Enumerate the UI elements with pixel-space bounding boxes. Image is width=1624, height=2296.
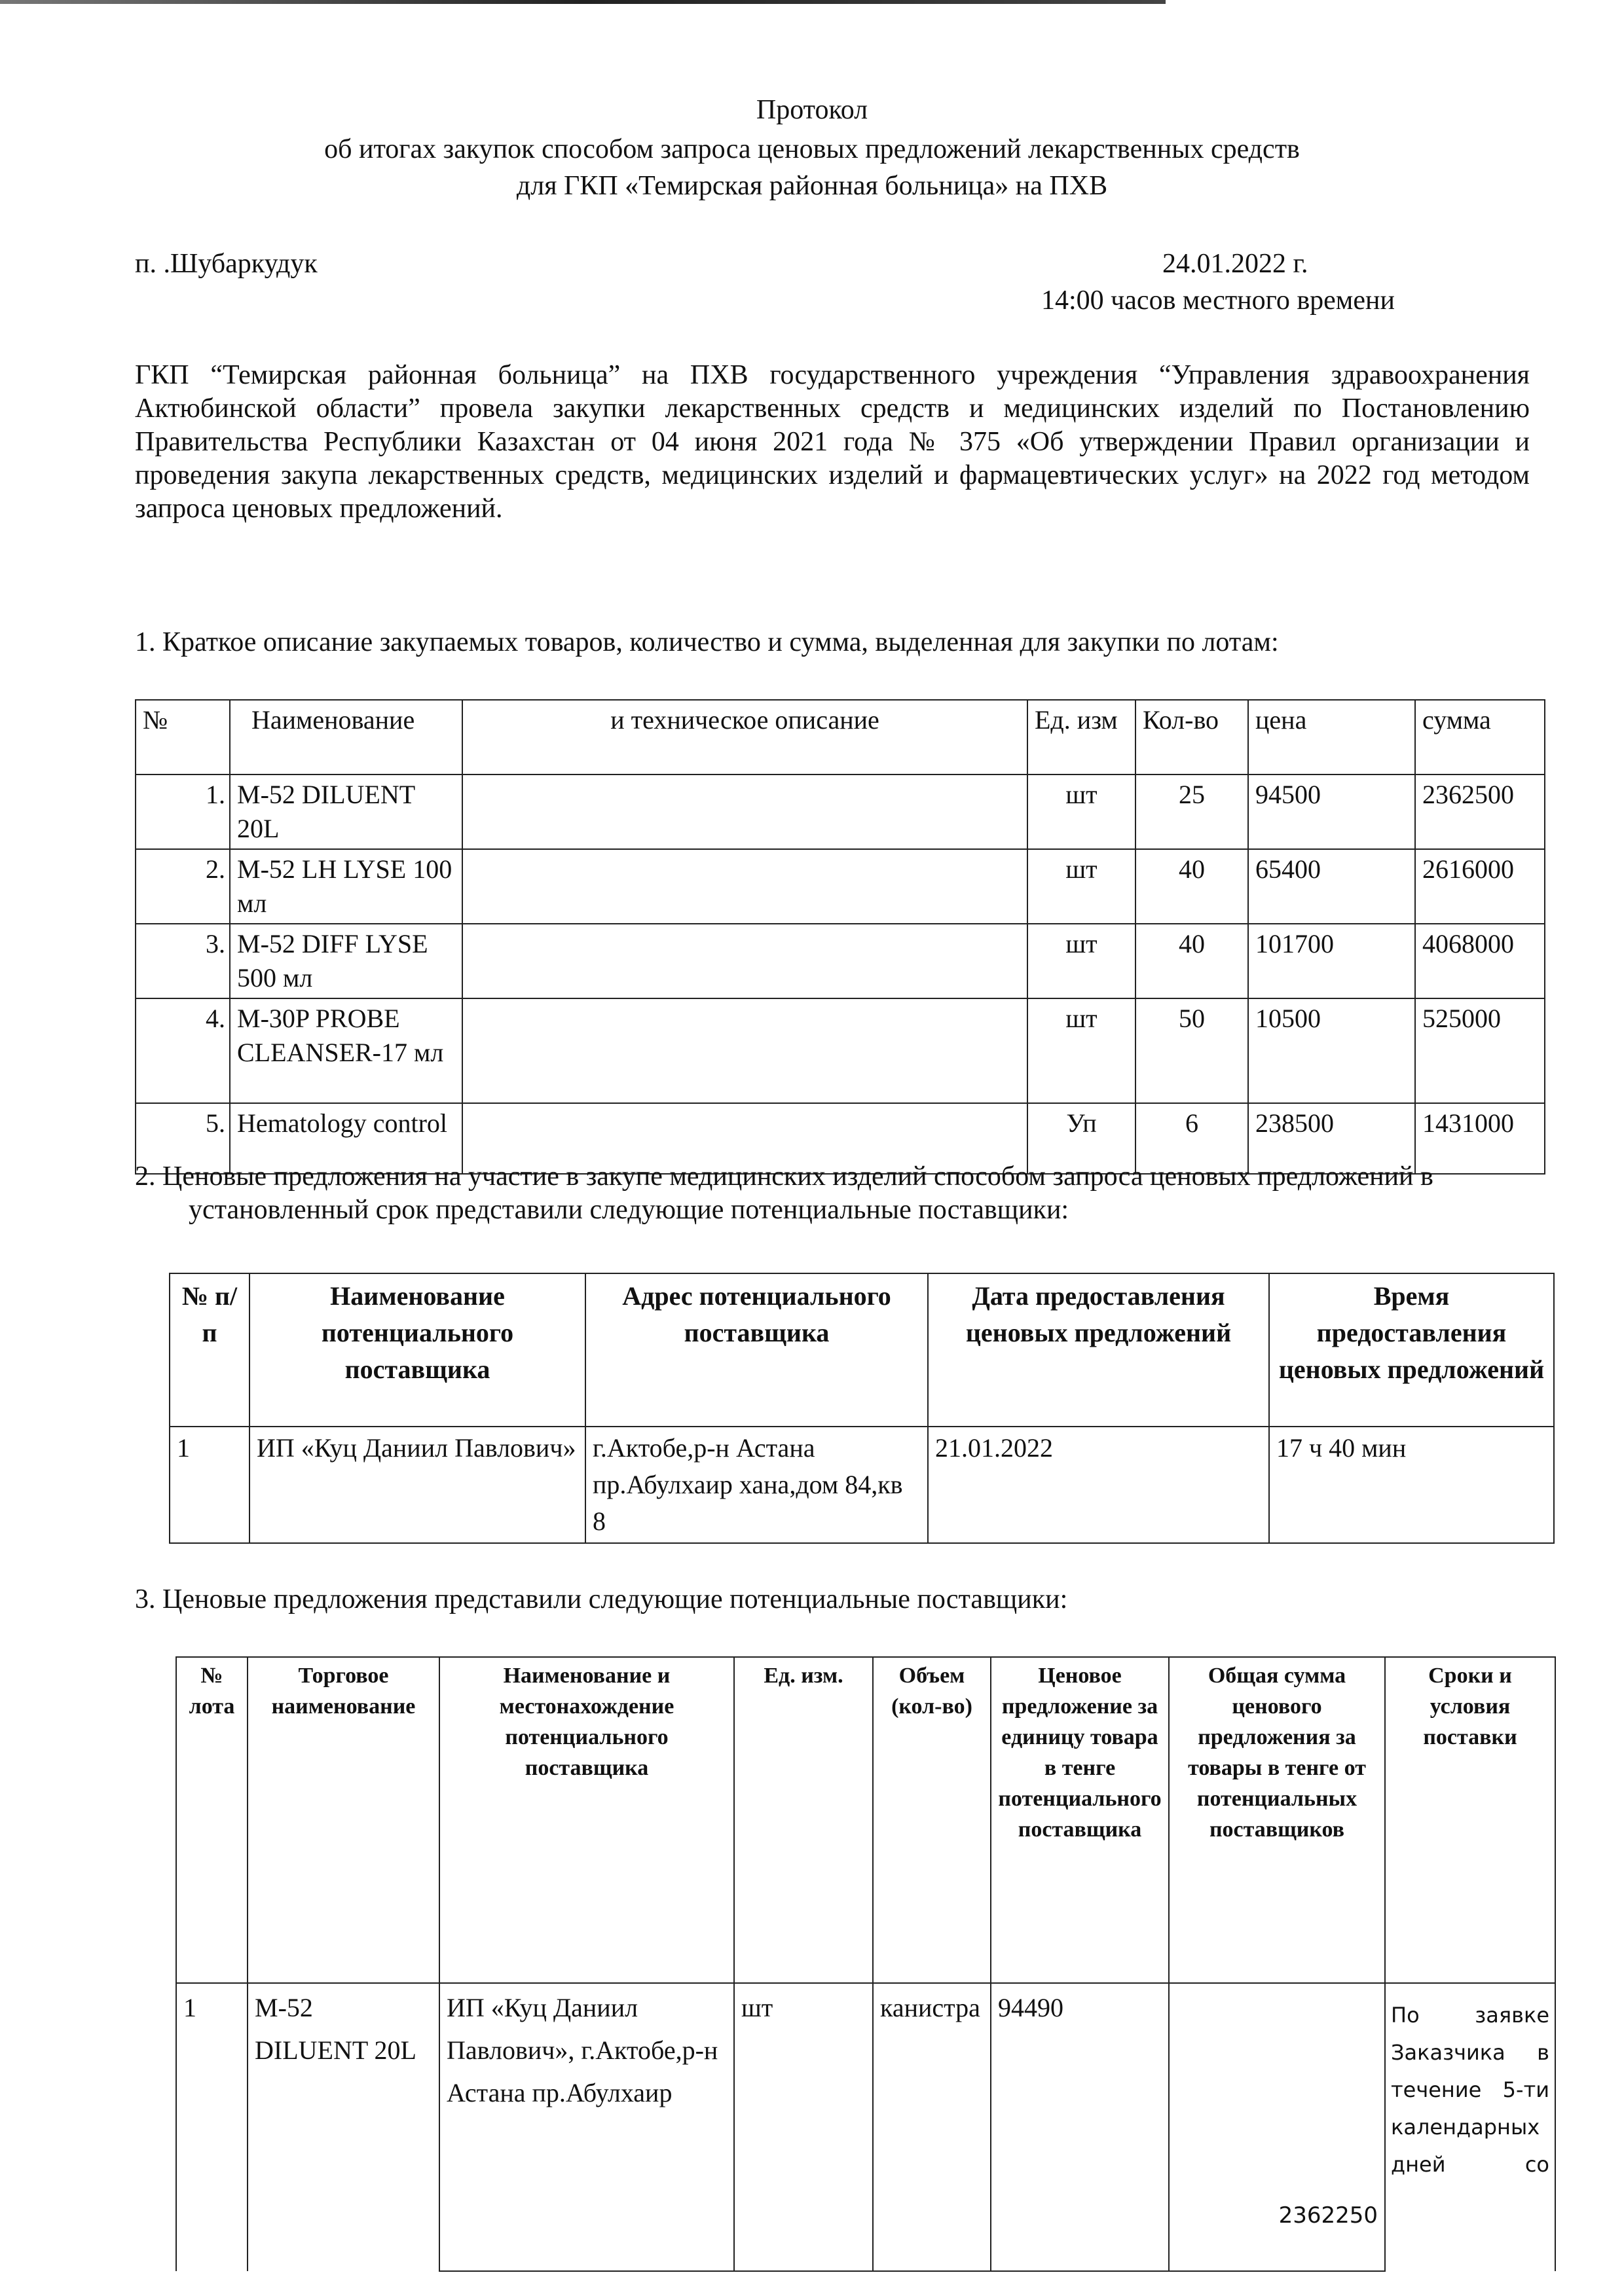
section1-heading: 1. Краткое описание закупаемых товаров, количество и сумма, выделенная для закупки по лотам:: [135, 627, 1279, 657]
row-trade-name: M-52 DILUENT 20L: [248, 1983, 439, 2271]
row-unit: шт: [1027, 924, 1135, 998]
document-subtitle-line2: для ГКП «Темирская районная больница» на ПХВ: [516, 171, 1108, 201]
scan-artifact: [0, 0, 1166, 4]
col-header-no: № п/п: [170, 1273, 249, 1427]
col-header-unit: Ед. изм: [1027, 700, 1135, 774]
row-name: M-52 DIFF LYSE 500 мл: [230, 924, 462, 998]
row-unit: шт: [1027, 849, 1135, 924]
row-no: 1: [170, 1427, 249, 1543]
suppliers-table-header: [170, 1273, 1554, 1427]
row-desc: [462, 924, 1027, 998]
section2-heading: 2. Ценовые предложения на участие в закупе медицинских изделий способом запроса ценовых предложений в установленный срок представили следующие потенциальные поставщики:: [135, 1161, 1433, 1225]
row-unit: шт: [1027, 774, 1135, 849]
row-terms: По заявке Заказчика в течение 5-ти календарных дней со: [1385, 1983, 1555, 2271]
row-price: 65400: [1248, 849, 1415, 924]
document-title: Протокол: [756, 95, 868, 125]
table-row: [136, 924, 1545, 998]
row-name: Hematology control: [230, 1103, 462, 1174]
col-header-price: цена: [1248, 700, 1415, 774]
col-header-address: Адрес потенциального поставщика: [585, 1273, 928, 1427]
price-offers-table: [175, 1656, 1556, 2272]
row-supplier: ИП «Куц Даниил Павлович»: [249, 1427, 585, 1543]
col-header-sum: сумма: [1415, 700, 1545, 774]
col-header-unit-price: Ценовое предложение за единицу товара в тенге потенциального поставщика: [991, 1657, 1169, 1983]
row-unit: шт: [734, 1983, 873, 2271]
row-qty: 40: [1135, 849, 1248, 924]
row-price: 94500: [1248, 774, 1415, 849]
table-row: [136, 774, 1545, 849]
row-unit-price: 94490: [991, 1983, 1169, 2271]
row-no: 2.: [136, 849, 230, 924]
row-sum: 1431000: [1415, 1103, 1545, 1174]
row-no: 1.: [136, 774, 230, 849]
col-header-volume: Объем (кол-во): [873, 1657, 991, 1983]
row-no: 4.: [136, 998, 230, 1103]
row-desc: [462, 998, 1027, 1103]
row-date: 21.01.2022: [928, 1427, 1269, 1543]
row-name: M-30P PROBE CLEANSER-17 мл: [230, 998, 462, 1103]
row-price: 101700: [1248, 924, 1415, 998]
row-lot: 1: [176, 1983, 248, 2271]
row-no: 5.: [136, 1103, 230, 1174]
row-desc: [462, 849, 1027, 924]
row-qty: 40: [1135, 924, 1248, 998]
row-sum: 2362500: [1415, 774, 1545, 849]
row-qty: 50: [1135, 998, 1248, 1103]
col-header-no: №: [136, 700, 230, 774]
lots-table-header: [136, 700, 1545, 774]
col-header-name: Наименование: [230, 700, 462, 774]
intro-paragraph: ГКП “Темирская районная больница” на ПХВ государственного учреждения “Управления здравоохранения Актюбинской области” провела закупки лекарственных средств и медицинских изделий по Постановлению Правительства Республики Казахстан от 04 июня 2021 года № 375 «Об утверждении Правил организации и проведения закупа лекарственных средств, медицинских изделий и фармацевтических услуг» на 2022 год методом запроса ценовых предложений.: [135, 360, 1530, 524]
document-date: 24.01.2022 г.: [1162, 249, 1308, 279]
col-header-supplier: Наименование и местонахождение потенциального поставщика: [439, 1657, 734, 1983]
row-sum: 525000: [1415, 998, 1545, 1103]
col-header-qty: Кол-во: [1135, 700, 1248, 774]
section3-heading: 3. Ценовые предложения представили следующие потенциальные поставщики:: [135, 1584, 1068, 1614]
table-row: [136, 998, 1545, 1103]
row-sum: 2616000: [1415, 849, 1545, 924]
place-label: п. .Шубаркудук: [135, 249, 318, 279]
col-header-date: Дата предоставления ценовых предложений: [928, 1273, 1269, 1427]
col-header-unit: Ед. изм.: [734, 1657, 873, 1983]
row-no: 3.: [136, 924, 230, 998]
price-offers-table-header: [176, 1657, 1555, 1983]
row-desc: [462, 774, 1027, 849]
row-unit: шт: [1027, 998, 1135, 1103]
document-subtitle-line1: об итогах закупок способом запроса ценовых предложений лекарственных средств: [324, 134, 1300, 164]
row-sum: 4068000: [1415, 924, 1545, 998]
col-header-terms: Сроки и условия поставки: [1385, 1657, 1555, 1983]
row-name: M-52 LH LYSE 100 мл: [230, 849, 462, 924]
col-header-total: Общая сумма ценового предложения за товары в тенге от потенциальных поставщиков: [1169, 1657, 1385, 1983]
row-supplier: ИП «Куц Даниил Павлович», г.Актобе,р-н Астана пр.Абулхаир: [439, 1983, 734, 2271]
row-name: M-52 DILUENT 20L: [230, 774, 462, 849]
col-header-lot: № лота: [176, 1657, 248, 1983]
table-row: [136, 849, 1545, 924]
table-row: [170, 1427, 1554, 1543]
col-header-supplier: Наименование потенциального поставщика: [249, 1273, 585, 1427]
suppliers-table: [169, 1273, 1555, 1544]
document-time: 14:00 часов местного времени: [1041, 285, 1395, 316]
row-time: 17 ч 40 мин: [1269, 1427, 1554, 1543]
row-address: г.Актобе,р-н Астана пр.Абулхаир хана,дом 84,кв 8: [585, 1427, 928, 1543]
lots-table: [135, 699, 1545, 1175]
row-total: 2362250: [1169, 1983, 1385, 2271]
row-qty: 25: [1135, 774, 1248, 849]
row-unit: Уп: [1027, 1103, 1135, 1174]
table-row: [176, 1983, 1555, 2271]
row-price: 10500: [1248, 998, 1415, 1103]
row-price: 238500: [1248, 1103, 1415, 1174]
col-header-description: и техническое описание: [462, 700, 1027, 774]
col-header-time: Время предоставления ценовых предложений: [1269, 1273, 1554, 1427]
col-header-trade-name: Торговое наименование: [248, 1657, 439, 1983]
row-volume: канистра: [873, 1983, 991, 2271]
row-qty: 6: [1135, 1103, 1248, 1174]
